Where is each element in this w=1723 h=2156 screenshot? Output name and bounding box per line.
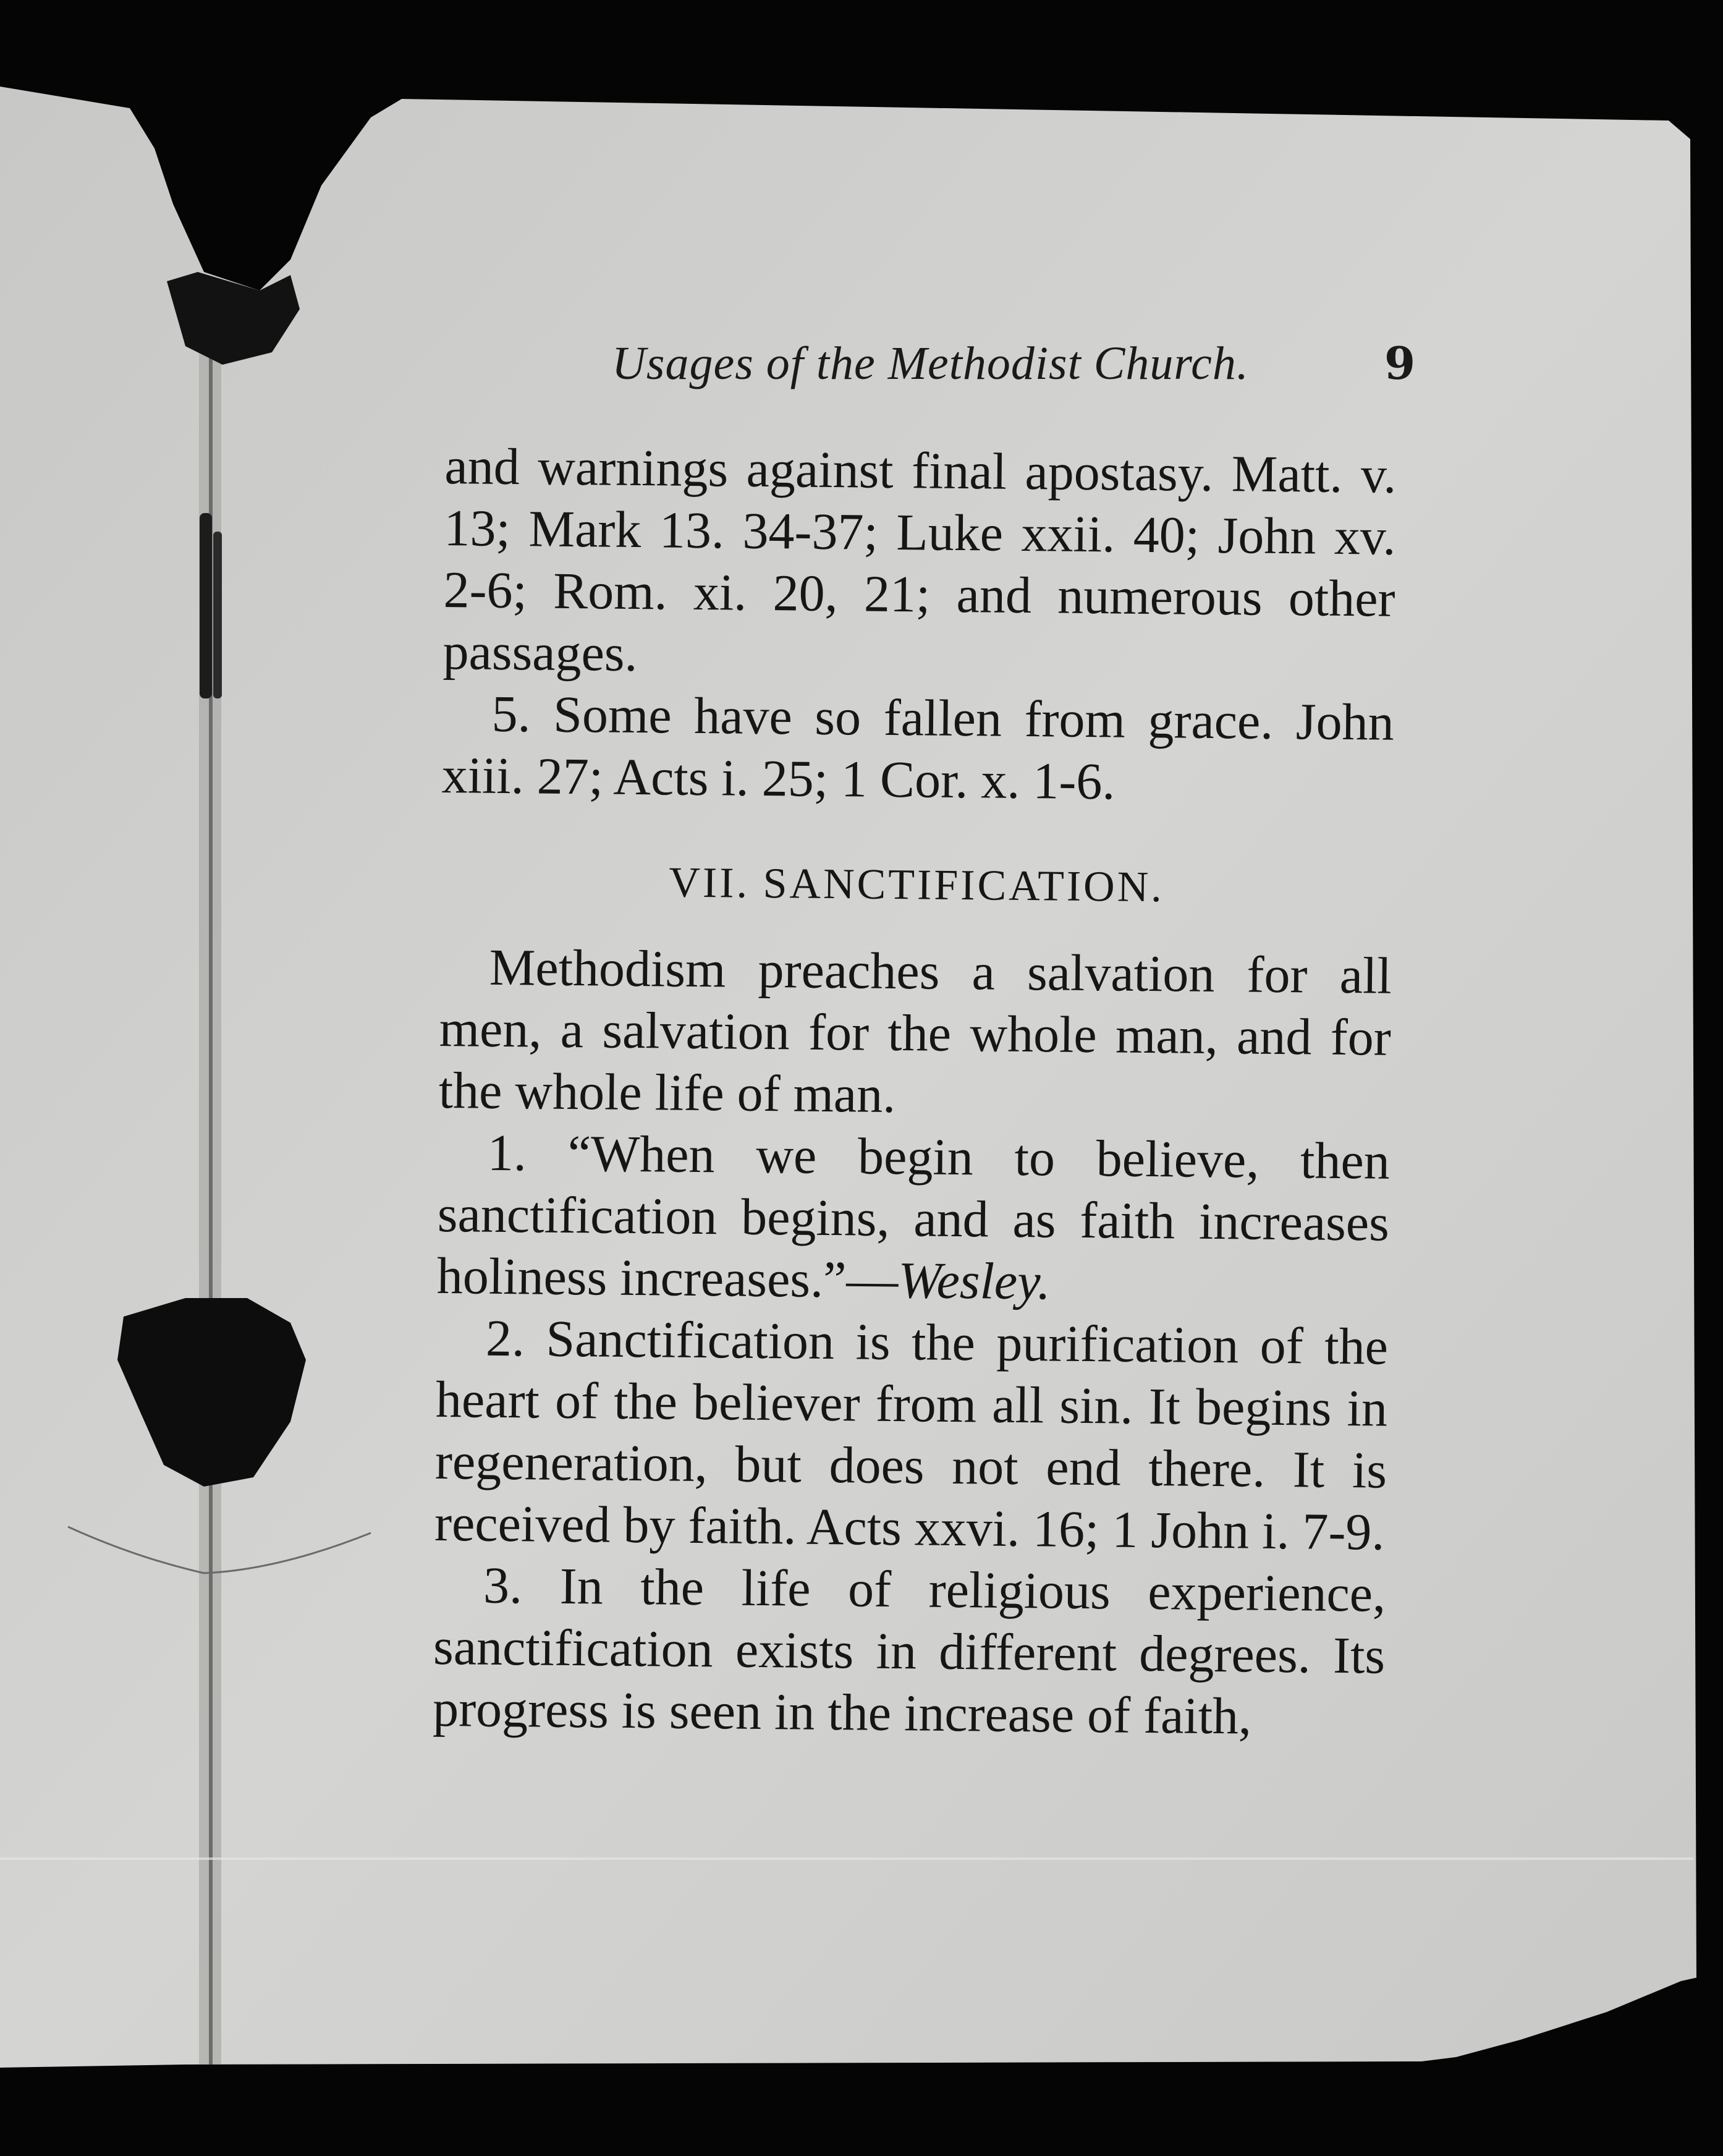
running-header [612, 337, 1415, 405]
item-1-attribution: Wesley. [897, 1252, 1051, 1311]
item-1-text: 1. “When we begin to believe, then sanctification begins, and as faith increases holiness increases.”— [436, 1124, 1391, 1310]
paragraph-apostasy: and warnings against final apostasy. Matt. v. 13; Mark 13. 34-37; Luke xxii. 40; John xv. 2-6; Rom. xi. 20, 21; and numerous other passages. [442, 437, 1397, 683]
paragraph-item-3: 3. In the life of religious experience, sanctification exists in different degrees. Its progress is seen in the increase of faith, [432, 1556, 1386, 1746]
paragraph-intro: Methodism preaches a salvation for all men, a salvation for the whole man, and for the whole life of man. [438, 938, 1392, 1124]
paragraph-item-2: 2. Sanctification is the purification of the heart of the believer from all sin. It begins in regeneration, but does not end there. It is received by faith. Acts xxvi. 16; 1 John i. 7-9. [434, 1309, 1389, 1561]
scan-streak [0, 1857, 1693, 1860]
section-heading: VII. SANCTIFICATION. [669, 859, 1165, 912]
running-title: Usages of the Methodist Church. [612, 337, 1249, 389]
staple [200, 513, 212, 698]
page-body [433, 436, 1397, 1749]
paragraph-item-1 [436, 1122, 1390, 1317]
staple-shadow [213, 532, 222, 698]
page-number: 9 [1384, 337, 1416, 389]
paragraph-fallen-from-grace: 5. Some have so fallen from grace. John xiii. 27; Acts i. 25; 1 Cor. x. 1-6. [441, 685, 1395, 811]
